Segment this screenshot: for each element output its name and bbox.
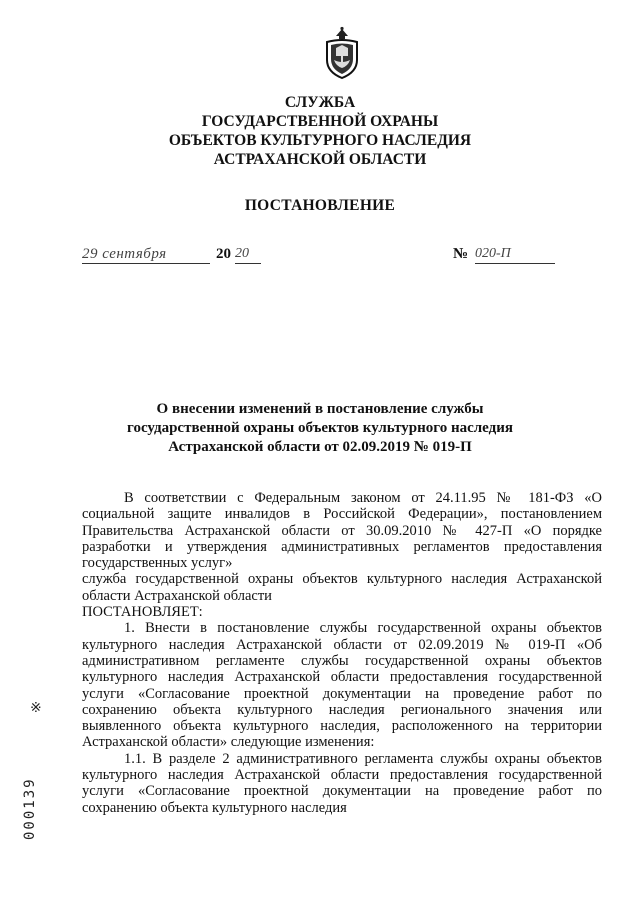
org-line: СЛУЖБА bbox=[284, 94, 356, 111]
date-handwritten: 29 сентября bbox=[82, 245, 210, 264]
document-subject bbox=[0, 400, 640, 457]
number-handwritten: 020-П bbox=[475, 245, 555, 264]
subject-line: О внесении изменений в постановление службы bbox=[156, 401, 484, 417]
organization-name bbox=[0, 93, 640, 169]
number-sign: № bbox=[453, 246, 469, 262]
year-prefix: 20 bbox=[216, 246, 231, 262]
margin-mark: ※ bbox=[30, 701, 42, 716]
margin-serial-number bbox=[22, 720, 52, 850]
serial-text: 000139 bbox=[22, 777, 38, 840]
issuer-paragraph: служба государственной охраны объектов культурного наследия Астраханской области Астраханской области bbox=[82, 571, 602, 604]
clause-1-1-paragraph: 1.1. В разделе 2 административного регламента службы охраны объектов культурного наследия Астраханской области предоставления государственной услуги «Согласование проектной документации на проведение работ по сохранению объекта культурного наследия bbox=[82, 750, 602, 816]
coat-of-arms-icon bbox=[322, 26, 362, 80]
preamble-paragraph: В соответствии с Федеральным законом от 24.11.95 № 181-ФЗ «О социальной защите инвалидов в Российской Федерации», постановлением Правительства Астраханской области от 30.09.2010 № 427-П «О порядке разработки и утверждения административных регламентов предоставления государственных услуг» bbox=[82, 490, 602, 572]
document-number bbox=[453, 245, 563, 267]
subject-line: государственной охраны объектов культурного наследия bbox=[127, 420, 513, 436]
document-date bbox=[82, 245, 262, 267]
subject-line: Астраханской области от 02.09.2019 № 019-П bbox=[168, 439, 472, 455]
resolves-heading: ПОСТАНОВЛЯЕТ: bbox=[82, 604, 203, 621]
clause-1-paragraph: 1. Внести в постановление службы государственной охраны объектов культурного наследия Астраханской области от 02.09.2019 № 019-П «Об административном регламенте службы государственной охраны объектов культурного наследия Астраханской области предоставления государственной услуги «Согласование проектной документации на проведение работ по сохранению объекта культурного наследия регионального значения или выявленного объекта культурного наследия, расположенного на территории Астраханской области» следующие изменения: bbox=[82, 620, 602, 751]
year-handwritten: 20 bbox=[235, 245, 261, 264]
org-line: ОБЪЕКТОВ КУЛЬТУРНОГО НАСЛЕДИЯ bbox=[168, 132, 472, 149]
document-body bbox=[82, 490, 602, 816]
org-line: ГОСУДАРСТВЕННОЙ ОХРАНЫ bbox=[201, 113, 439, 130]
org-line: АСТРАХАНСКОЙ ОБЛАСТИ bbox=[213, 151, 427, 168]
document-type: ПОСТАНОВЛЕНИЕ bbox=[244, 197, 396, 214]
